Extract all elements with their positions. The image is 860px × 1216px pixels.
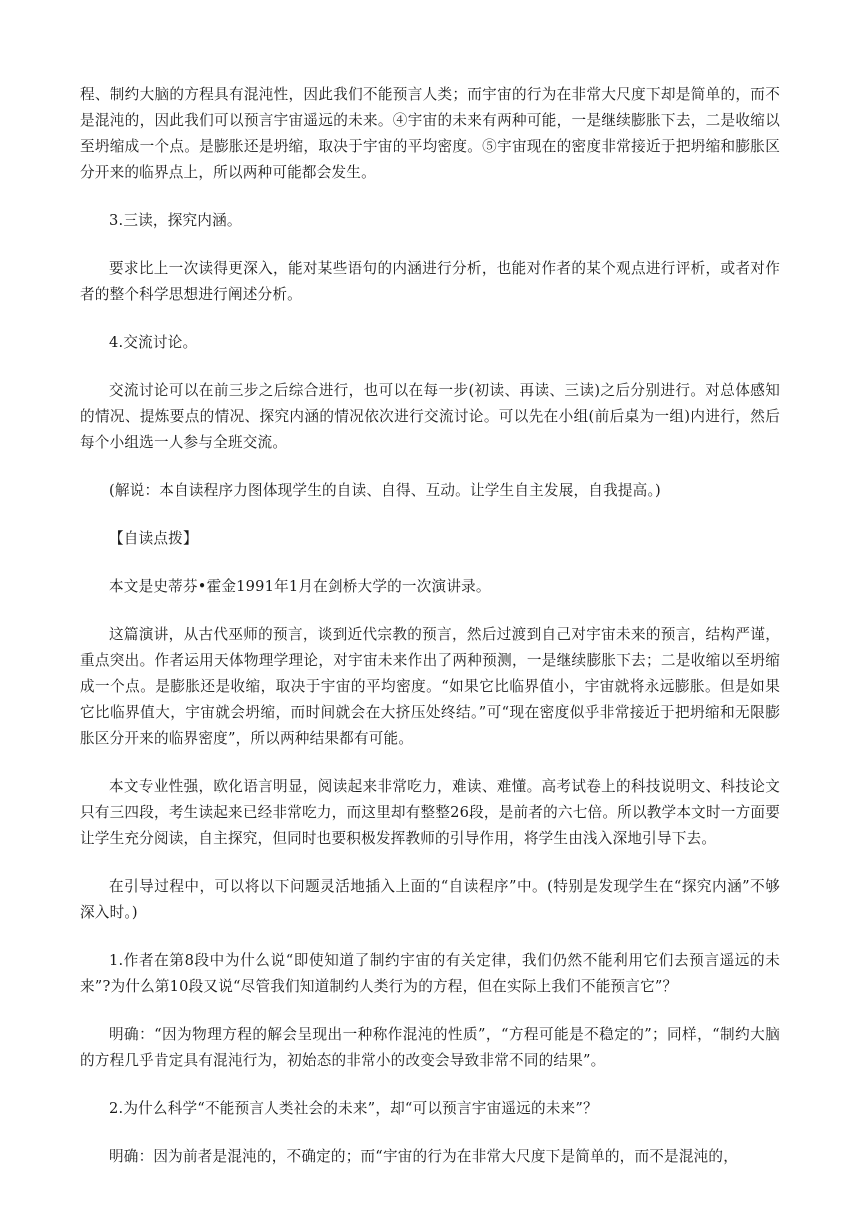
- paragraph-continuation: 程、制约大脑的方程具有混沌性，因此我们不能预言人类；而宇宙的行为在非常大尺度下却是简单的，而不是混沌的，因此我们可以预言宇宙遥远的未来。④宇宙的未来有两种可能，一是继续膨胀下去，二是收缩以至坍缩成一个点。是膨胀还是坍缩，取决于宇宙的平均密度。⑤宇宙现在的密度非常接近于把坍缩和膨胀区分开来的临界点上，所以两种可能都会发生。: [80, 86, 780, 181]
- document-page: [80, 82, 780, 1170]
- paragraph-discussion: 交流讨论可以在前三步之后综合进行，也可以在每一步(初读、再读、三读)之后分别进行。对总体感知的情况、提炼要点的情况、探究内涵的情况依次进行交流讨论。可以先在小组(前后桌为一组)内进行，然后每个小组选一人参与全班交流。: [80, 382, 780, 451]
- question-1: 1.作者在第8段中为什么说“即使知道了制约宇宙的有关定律，我们仍然不能利用它们去预言遥远的未来”?为什么第10段又说“尽管我们知道制约人类行为的方程，但在实际上我们不能预言它”？: [80, 952, 780, 995]
- paragraph-intro: 本文是史蒂芬•霍金1991年1月在剑桥大学的一次演讲录。: [109, 578, 491, 595]
- paragraph-speech-summary: 这篇演讲，从古代巫师的预言，谈到近代宗教的预言，然后过渡到自己对宇宙未来的预言，结构严谨，重点突出。作者运用天体物理学理论，对宇宙未来作出了两种预测，一是继续膨胀下去；二是收缩以至坍缩成一个点。是膨胀还是收缩，取决于宇宙的平均密度。“如果它比临界值小，宇宙就将永远膨胀。但是如果它比临界值大，宇宙就会坍缩，而时间就会在大挤压处终结。”可“现在密度似乎非常接近于把坍缩和无限膨胀区分开来的临界密度”，所以两种结果都有可能。: [80, 626, 780, 747]
- step-heading-third-reading: 3.三读，探究内涵。: [109, 212, 242, 229]
- answer-2: 明确：因为前者是混沌的，不确定的；而“宇宙的行为在非常大尺度下是简单的，而不是混沌的，: [109, 1148, 739, 1165]
- paragraph-explanation-note: (解说：本自读程序力图体现学生的自读、自得、互动。让学生自主发展，自我提高。): [109, 482, 661, 499]
- question-2: 2.为什么科学“不能预言人类社会的未来”，却“可以预言宇宙遥远的未来”？: [109, 1100, 598, 1117]
- paragraph-difficulty: 本文专业性强，欧化语言明显，阅读起来非常吃力，难读、难懂。高考试卷上的科技说明文、科技论文只有三四段，考生读起来已经非常吃力，而这里却有整整26段，是前者的六七倍。所以教学本文时一方面要让学生充分阅读，自主探究，但同时也要积极发挥教师的引导作用，将学生由浅入深地引导下去。: [80, 778, 780, 847]
- section-heading-reading-tips: 【自读点拨】: [109, 530, 198, 547]
- paragraph-guidance: 在引导过程中，可以将以下问题灵活地插入上面的“自读程序”中。(特别是发现学生在“探究内涵”不够深入时。): [80, 878, 780, 921]
- paragraph-third-reading: 要求比上一次读得更深入，能对某些语句的内涵进行分析，也能对作者的某个观点进行评析，或者对作者的整个科学思想进行阐述分析。: [80, 260, 780, 303]
- answer-1: 明确：“因为物理方程的解会呈现出一种称作混沌的性质”，“方程可能是不稳定的”；同样，“制约大脑的方程几乎肯定具有混沌行为，初始态的非常小的改变会导致非常不同的结果”。: [80, 1026, 780, 1069]
- step-heading-discussion: 4.交流讨论。: [109, 334, 198, 351]
